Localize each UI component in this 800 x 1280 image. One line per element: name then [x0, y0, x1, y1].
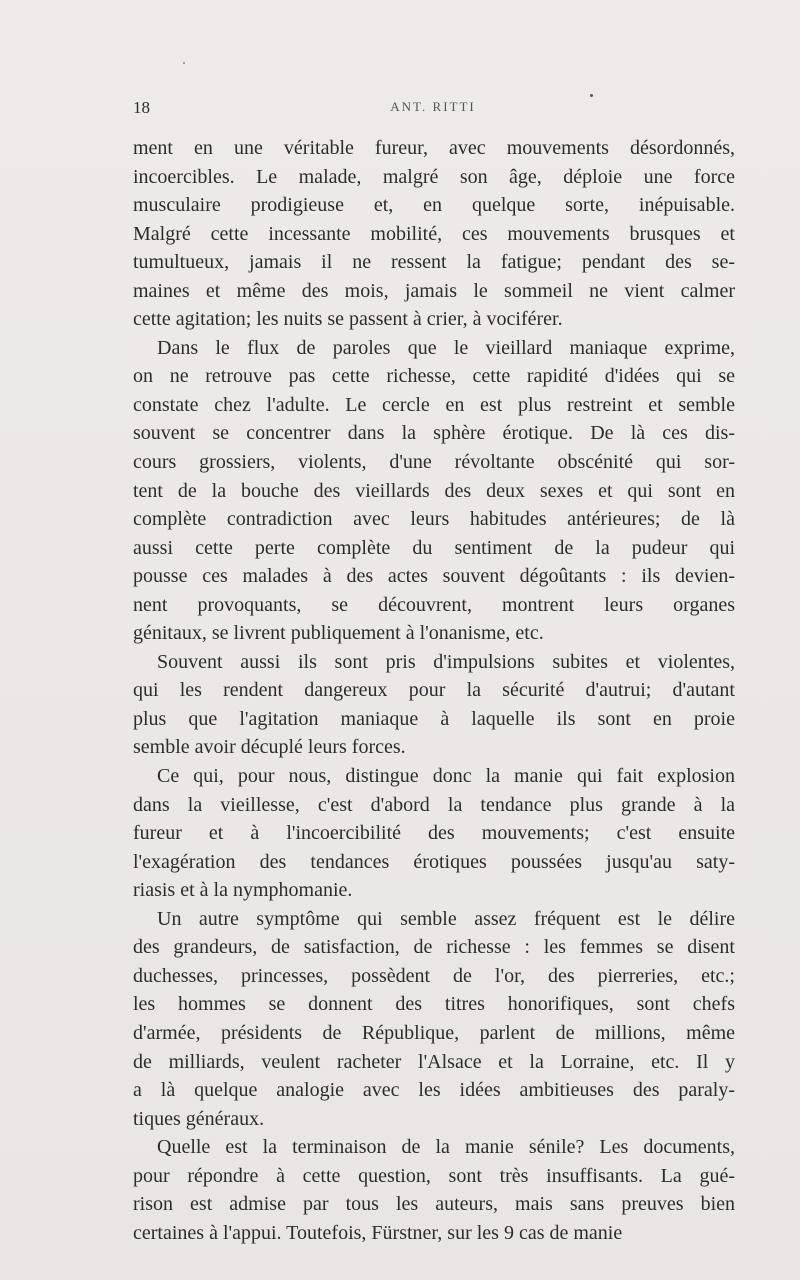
text-line: les hommes se donnent des titres honorifiques, sont chefs — [133, 993, 735, 1016]
text-line: génitaux, se livrent publiquement à l'onanisme, etc. — [133, 622, 544, 645]
text-line: Malgré cette incessante mobilité, ces mouvements brusques et — [133, 222, 735, 245]
text-line: dans la vieillesse, c'est d'abord la tendance plus grande à la — [133, 793, 735, 816]
text-line: l'exagération des tendances érotiques poussées jusqu'au saty- — [133, 850, 735, 873]
text-line: incoercibles. Le malade, malgré son âge, déploie une force — [133, 165, 735, 188]
text-line: rison est admise par tous les auteurs, mais sans preuves bien — [133, 1193, 735, 1216]
text-line: tent de la bouche des vieillards des deux sexes et qui sont en — [133, 479, 735, 502]
text-line: on ne retrouve pas cette richesse, cette rapidité d'idées qui se — [133, 365, 735, 388]
text-line: Souvent aussi ils sont pris d'impulsions subites et violentes, — [157, 650, 735, 673]
text-line: de milliards, veulent racheter l'Alsace et la Lorraine, etc. Il y — [133, 1050, 735, 1073]
text-line: qui les rendent dangereux pour la sécurité d'autrui; d'autant — [133, 679, 735, 702]
text-line: d'armée, présidents de République, parlent de millions, même — [133, 1021, 735, 1044]
body-text — [133, 134, 735, 1247]
text-line: certaines à l'appui. Toutefois, Fürstner, sur les 9 cas de manie — [133, 1221, 623, 1244]
text-line: complète contradiction avec leurs habitudes antérieures; de là — [133, 508, 735, 531]
text-line: des grandeurs, de satisfaction, de richesse : les femmes se disent — [133, 936, 735, 959]
text-line: fureur et à l'incoercibilité des mouvements; c'est ensuite — [133, 822, 735, 845]
paragraph-p5 — [133, 905, 735, 1133]
paragraph-p1 — [133, 134, 735, 334]
running-head: ANT. RITTI — [390, 99, 476, 114]
text-line: aussi cette perte complète du sentiment de la pudeur qui — [133, 536, 735, 559]
paragraph-p4 — [133, 762, 735, 905]
text-line: constate chez l'adulte. Le cercle en est plus restreint et semble — [133, 393, 735, 416]
text-line: maines et même des mois, jamais le sommeil ne vient calmer — [133, 279, 735, 302]
text-line: Dans le flux de paroles que le vieillard maniaque exprime, — [157, 336, 735, 359]
text-line: duchesses, princesses, possèdent de l'or, des pierreries, etc.; — [133, 964, 735, 987]
text-line: nent provoquants, se découvrent, montrent leurs organes — [133, 593, 735, 616]
paragraph-p6 — [133, 1133, 735, 1247]
text-line: a là quelque analogie avec les idées ambitieuses des paraly- — [133, 1079, 735, 1102]
text-line: tiques généraux. — [133, 1107, 265, 1130]
page-number: 18 — [133, 98, 150, 117]
text-line: Ce qui, pour nous, distingue donc la manie qui fait explosion — [157, 765, 735, 788]
text-line: tumultueux, jamais il ne ressent la fatigue; pendant des se- — [133, 251, 735, 274]
text-line: semble avoir décuplé leurs forces. — [133, 736, 406, 759]
paragraph-p2 — [133, 334, 735, 648]
text-line: Un autre symptôme qui semble assez fréquent est le délire — [157, 907, 735, 930]
text-line: musculaire prodigieuse et, en quelque sorte, inépuisable. — [133, 194, 735, 217]
text-line: ment en une véritable fureur, avec mouvements désordonnés, — [133, 137, 735, 159]
text-line: Quelle est la terminaison de la manie sénile? Les documents, — [157, 1136, 735, 1159]
text-line: plus que l'agitation maniaque à laquelle ils sont en proie — [133, 707, 735, 730]
paragraph-p3 — [133, 648, 735, 762]
ink-speck — [590, 94, 593, 97]
text-line: souvent se concentrer dans la sphère érotique. De là ces dis- — [133, 422, 735, 445]
text-line: pousse ces malades à des actes souvent dégoûtants : ils devien- — [133, 565, 735, 588]
page-header — [133, 98, 733, 120]
ink-speck — [183, 62, 185, 64]
text-line: cours grossiers, violents, d'une révoltante obscénité qui sor- — [133, 451, 735, 474]
text-line: riasis et à la nymphomanie. — [133, 879, 353, 902]
text-line: cette agitation; les nuits se passent à crier, à vociférer. — [133, 308, 563, 331]
text-line: pour répondre à cette question, sont très insuffisants. La gué- — [133, 1164, 735, 1187]
